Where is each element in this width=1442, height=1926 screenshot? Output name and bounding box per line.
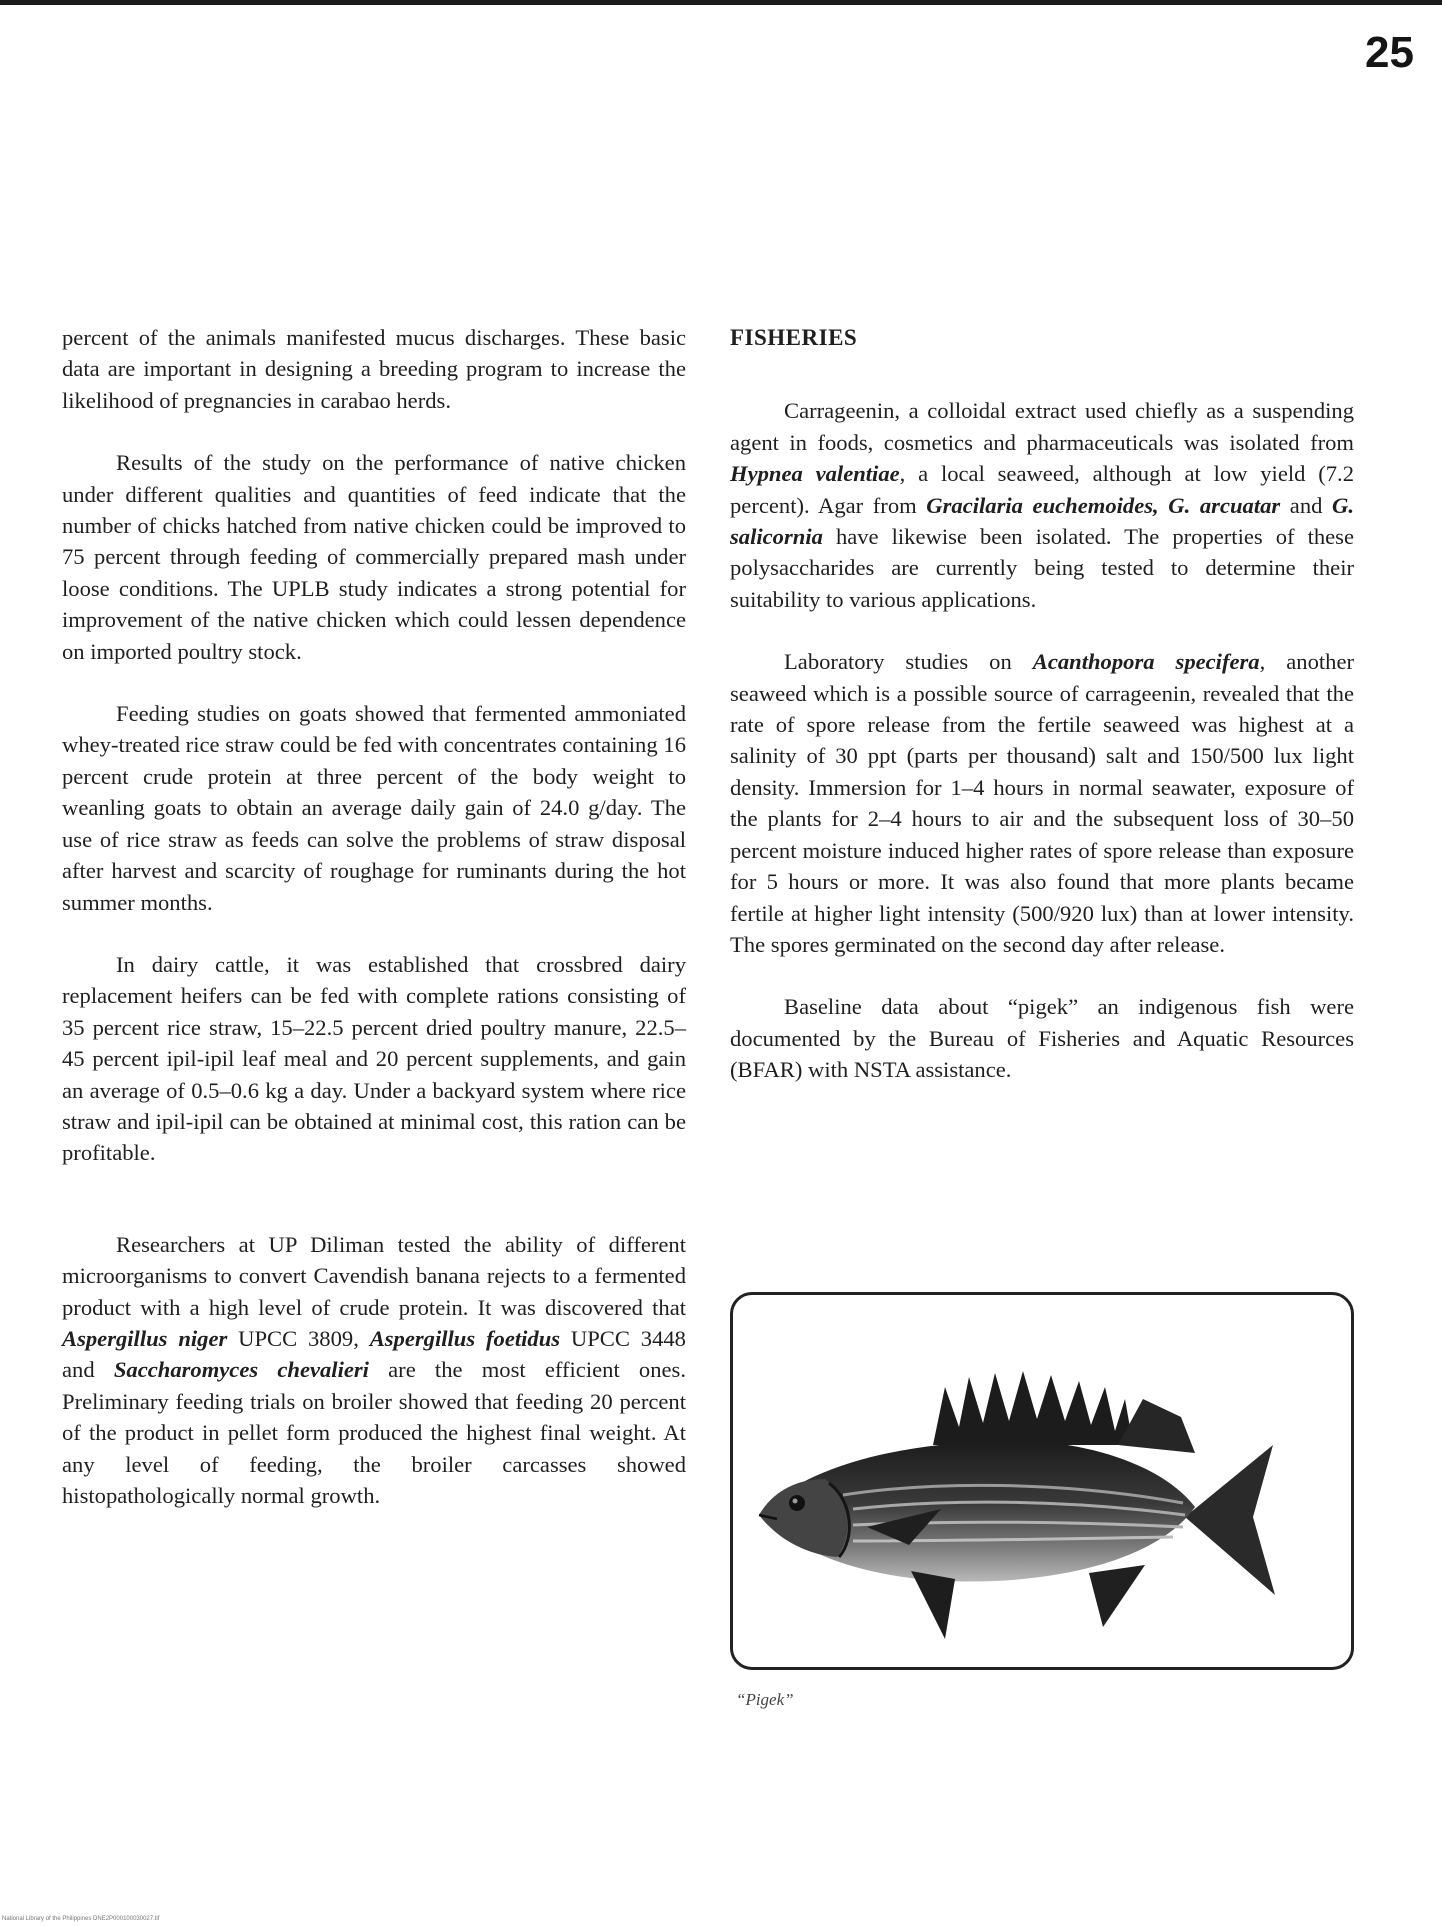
- text-run: have likewise been isolated. The properties of these polysaccharides are currently being tested to determine their suitability to various applications.: [730, 524, 1354, 612]
- species-name: Aspergillus niger: [62, 1325, 228, 1351]
- species-name: G. salicornia: [730, 492, 1354, 550]
- species-name: Saccharomyces chevalieri: [113, 1357, 369, 1383]
- paragraph-banana-rejects: [62, 1229, 686, 1512]
- paragraph-acanthopora: [730, 646, 1354, 960]
- text-run: UPCC 3809,: [227, 1325, 370, 1351]
- text-run: and: [1280, 492, 1333, 518]
- text-run: , a local seaweed, although at low yield (7.2 percent). Agar from: [730, 461, 1354, 518]
- figure-caption: “Pigek”: [736, 1690, 794, 1709]
- footer-library-mark: National Library of the Philippines DNE2P000100030027.tif: [2, 1916, 160, 1922]
- section-heading-fisheries: FISHERIES: [730, 325, 858, 350]
- text-run: UPCC 3448 and: [62, 1325, 686, 1383]
- text-run: Carrageenin, a colloidal extract used chiefly as a suspending agent in foods, cosmetics and pharmaceuticals was isolated from: [730, 398, 1354, 455]
- paragraph-goats: Feeding studies on goats showed that fermented ammoniated whey-treated rice straw could be fed with concentrates containing 16 percent crude protein at three percent of the body weight to weanling goats to obtain an average daily gain of 24.0 g/day. The use of rice straw as feeds can solve the problems of straw disposal after harvest and scarcity of roughage for ruminants during the hot summer months.: [62, 701, 686, 915]
- top-rule: [0, 0, 1442, 5]
- text-run: are the most efficient ones. Preliminary feeding trials on broiler showed that feeding 20 percent of the product in pellet form produced the highest final weight. At any level of feeding, the broiler carcasses showed histopathologically normal growth.: [62, 1357, 686, 1508]
- right-column: [730, 322, 1354, 1117]
- species-name: Aspergillus foetidus: [369, 1325, 561, 1351]
- fish-illustration-icon: [733, 1295, 1351, 1667]
- text-run: Researchers at UP Diliman tested the ability of different microorganisms to convert Cavendish banana rejects to a fermented product with a high level of crude protein. It was discovered that: [62, 1231, 686, 1320]
- text-run: , another seaweed which is a possible source of carrageenin, revealed that the rate of spore release from the fertile seaweed was highest at a salinity of 30 ppt (parts per thousand) salt and 150/500 lux light density. Immersion for 1–4 hours in normal seawater, exposure of the plants for 2–4 hours to air and the subsequent loss of 30–50 percent moisture induced higher rates of spore release than exposure for 5 hours or more. It was also found that more plants became fertile at higher light intensity (500/920 lux) than at lower intensity. The spores germinated on the second day after release.: [730, 649, 1355, 957]
- paragraph-carrageenin: [730, 395, 1354, 615]
- text-run: Laboratory studies on: [784, 649, 1033, 675]
- page-number: 25: [1365, 28, 1414, 77]
- paragraph-dairy-cattle: In dairy cattle, it was established that crossbred dairy replacement heifers can be fed with complete rations consisting of 35 percent rice straw, 15–22.5 percent dried poultry manure, 22.5–45 percent ipil-ipil leaf meal and 20 percent supplements, and gain an average of 0.5–0.6 kg a day. Under a backyard system where rice straw and ipil-ipil can be obtained at minimal cost, this ration can be profitable.: [62, 951, 686, 1166]
- paragraph-native-chicken: Results of the study on the performance of native chicken under different qualities and quantities of feed indicate that the number of chicks hatched from native chicken could be improved to 75 percent through feeding of commercially prepared mash under loose conditions. The UPLB study indicates a strong potential for improvement of the native chicken which could lessen dependence on imported poultry stock.: [62, 450, 686, 664]
- paragraph-pigek: Baseline data about “pigek” an indigenous fish were documented by the Bureau of Fisheries and Aquatic Resources (BFAR) with NSTA assistance.: [730, 994, 1354, 1083]
- left-column: [62, 322, 686, 1542]
- species-name: Acanthopora specifera: [1032, 649, 1260, 675]
- species-name: Gracilaria euchemoides, G. arcuatar: [926, 492, 1281, 518]
- pigek-figure: [730, 1292, 1354, 1670]
- species-name: Hypnea valentiae: [730, 461, 900, 487]
- paragraph-carabao-continuation: percent of the animals manifested mucus discharges. These basic data are important in designing a breeding program to increase the likelihood of pregnancies in carabao herds.: [62, 325, 686, 413]
